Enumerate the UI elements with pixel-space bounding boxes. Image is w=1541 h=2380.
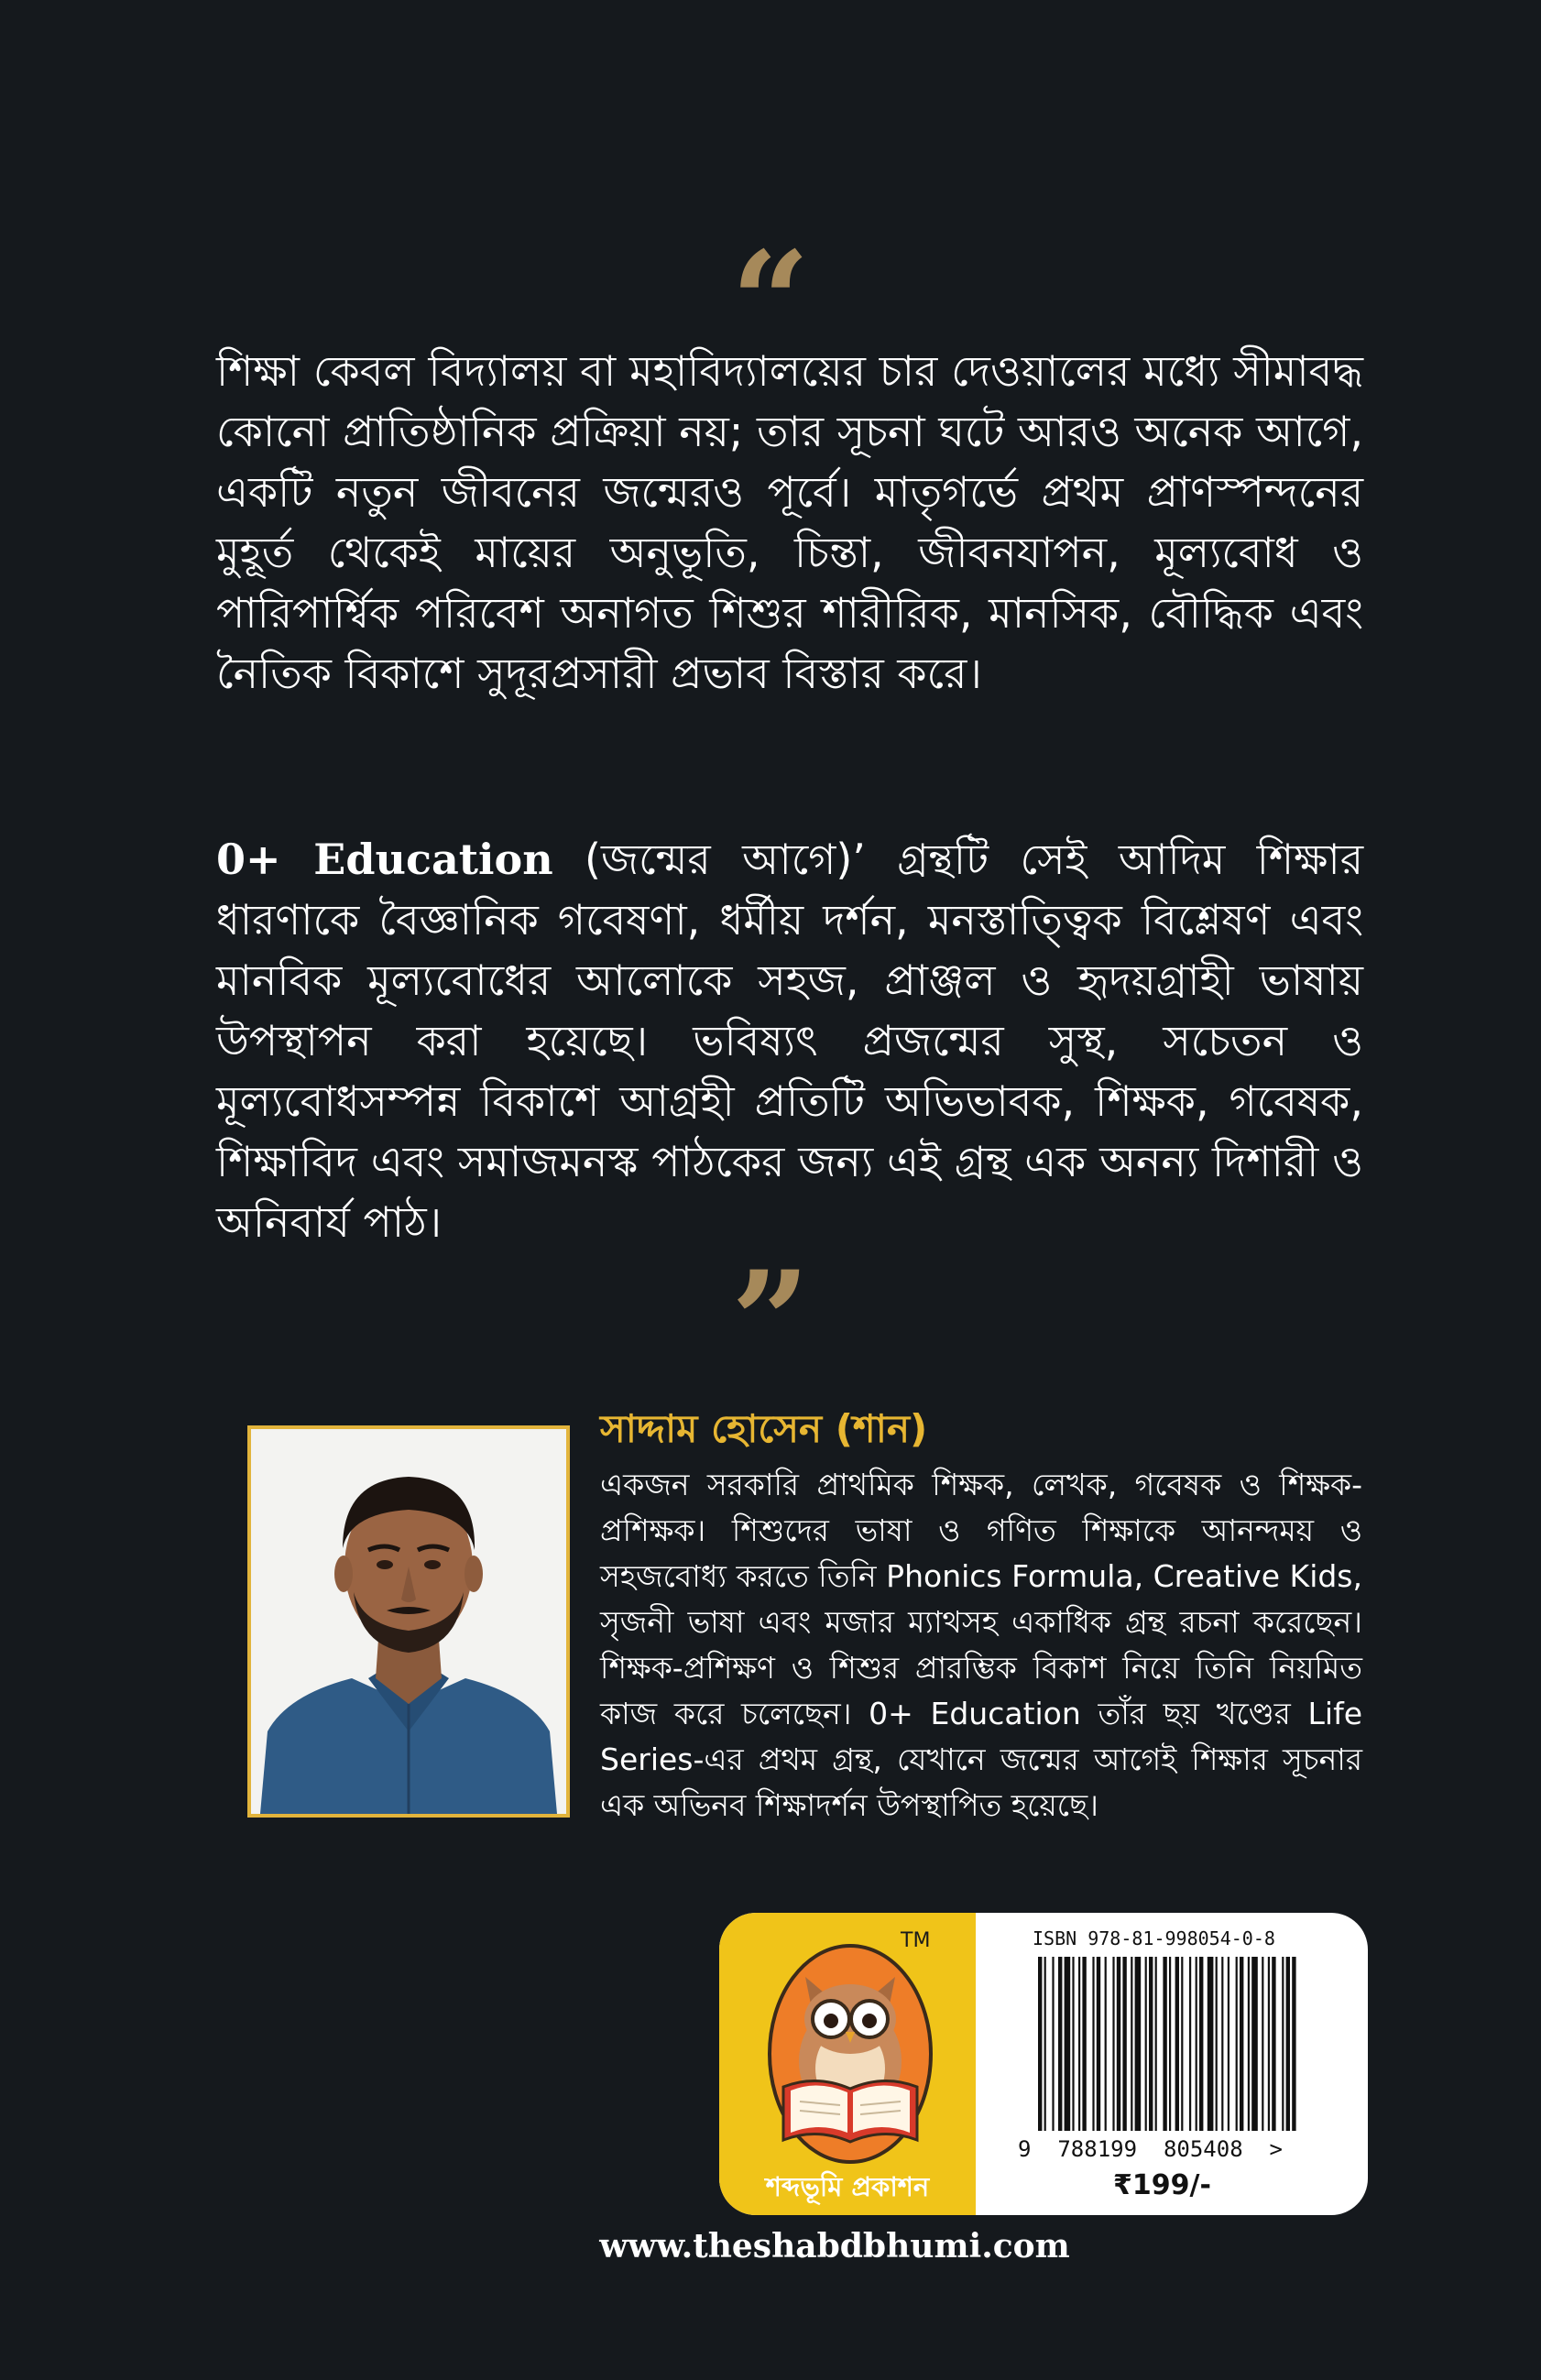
barcode-bar: [1272, 1957, 1275, 2131]
barcode-bar: [1216, 1957, 1218, 2131]
publisher-barcode-card: [719, 1913, 1368, 2215]
barcode-bar: [1282, 1957, 1284, 2131]
barcode-bar: [1199, 1957, 1203, 2131]
barcode-bar: [1135, 1957, 1142, 2131]
author-portrait-icon: [251, 1429, 566, 1814]
isbn-barcode: [1018, 1957, 1344, 2149]
trademark-mark: TM: [901, 1929, 931, 1952]
barcode-bar: [1112, 1957, 1114, 2131]
barcode-bar: [1175, 1957, 1179, 2131]
barcode-bar: [1240, 1957, 1243, 2131]
close-quote-icon: ”: [730, 1241, 811, 1403]
barcode-bar: [1262, 1957, 1263, 2131]
barcode-bar: [1236, 1957, 1238, 2131]
barcode-bar: [1131, 1957, 1132, 2131]
barcode-bar: [1221, 1957, 1223, 2131]
barcode-bar: [1065, 1957, 1071, 2131]
barcode-bar: [1122, 1957, 1126, 2131]
blurb-paragraph-1: শিক্ষা কেবল বিদ্যালয় বা মহাবিদ্যালয়ের চার দেওয়ালের মধ্যে সীমাবদ্ধ কোনো প্রাতিষ্ঠানিক প্রক্রিয়া নয়; তার সূচনা ঘটে আরও অনেক আগে, একটি নতুন জীবনের জন্মেরও পূর্বে। মাতৃগর্ভে প্রথম প্রাণস্পন্দনের মুহূর্ত থেকেই মায়ের অনুভূতি, চিন্তা, জীবনযাপন, মূল্যবোধ ও পারিপার্শ্বিক পরিবেশ অনাগত শিশুর শারীরিক, মানসিক, বৌদ্ধিক এবং নৈতিক বিকাশে সুদূরপ্রসারী প্রভাব বিস্তার করে।: [216, 346, 1363, 698]
barcode-bar: [1155, 1957, 1157, 2131]
barcode-bar: [1038, 1957, 1042, 2131]
author-name: সাদ্দাম হোসেন (শান): [600, 1406, 928, 1451]
publisher-website: www.theshabdbhumi.com: [599, 2227, 1070, 2265]
publisher-logo-panel: [719, 1913, 976, 2215]
owl-reading-book-icon: [763, 1940, 937, 2167]
barcode-bar: [1082, 1957, 1086, 2131]
barcode-bar: [1078, 1957, 1080, 2131]
barcode-bar: [1117, 1957, 1120, 2131]
barcode-bar: [1189, 1957, 1191, 2131]
barcode-bar: [1196, 1957, 1197, 2131]
barcode-bar: [1072, 1957, 1074, 2131]
barcode-bar: [1228, 1957, 1230, 2131]
barcode-bar: [1248, 1957, 1250, 2131]
barcode-bar: [1052, 1957, 1054, 2131]
barcode-bar: [1145, 1957, 1147, 2131]
barcode-bar: [1058, 1957, 1062, 2131]
barcode-bar: [1251, 1957, 1258, 2131]
barcode-bar: [1286, 1957, 1290, 2131]
author-photo: [247, 1425, 570, 1818]
isbn-text: ISBN 978-81-998054-0-8: [1033, 1927, 1275, 1949]
barcode-bar: [1097, 1957, 1100, 2131]
barcode-bar: [1292, 1957, 1295, 2131]
author-bio: একজন সরকারি প্রাথমিক শিক্ষক, লেখক, গবেষক ও শিক্ষক-প্রশিক্ষক। শিশুদের ভাষা ও গণিত শিক্ষাকে আনন্দময় ও সহজবোধ্য করতে তিনি Phonics Formula, Creative Kids, সৃজনী ভাষা এবং মজার ম্যাথসহ একাধিক গ্রন্থ রচনা করেছেন। শিক্ষক-প্রশিক্ষণ ও শিশুর প্রারম্ভিক বিকাশ নিয়ে তিনি নিয়মিত কাজ করে চলেছেন। 0+ Education তাঁর ছয় খণ্ডের Life Series-এর প্রথম গ্রন্থ, যেখানে জন্মের আগেই শিক্ষার সূচনার এক অভিনব শিক্ষাদর্শন উপস্থাপিত হয়েছে।: [600, 1467, 1362, 1823]
barcode-bar: [1181, 1957, 1183, 2131]
barcode-digits: 9 788199 805408 >: [1018, 2136, 1283, 2162]
blurb-paragraph-2: [216, 829, 1363, 1252]
barcode-bar: [1163, 1957, 1166, 2131]
open-quote-icon: “: [730, 222, 811, 383]
barcode-bar: [1092, 1957, 1094, 2131]
barcode-bar: [1105, 1957, 1107, 2131]
barcode-bar: [1169, 1957, 1171, 2131]
price-label: ₹199/-: [1113, 2169, 1211, 2201]
publisher-name: শব্দভূমি প্রকাশন: [765, 2171, 930, 2202]
barcode-bar: [1268, 1957, 1270, 2131]
book-title-inline: 0+ Education: [216, 835, 553, 884]
barcode-bar: [1044, 1957, 1046, 2131]
blurb-paragraph-2-text: (জন্মের আগে)’ গ্রন্থটি সেই আদিম শিক্ষার ধারণাকে বৈজ্ঞানিক গবেষণা, ধর্মীয় দর্শন, মনস্তাত্ত্বিক বিশ্লেষণ এবং মানবিক মূল্যবোধের আলোকে সহজ, প্রাঞ্জল ও হৃদয়গ্রাহী ভাষায় উপস্থাপন করা হয়েছে। ভবিষ্যৎ প্রজন্মের সুস্থ, সচেতন ও মূল্যবোধসম্পন্ন বিকাশে আগ্রহী প্রতিটি অভিভাবক, শিক্ষক, গবেষক, শিক্ষাবিদ এবং সমাজমনস্ক পাঠকের জন্য এই গ্রন্থ এক অনন্য দিশারী ও অনিবার্য পাঠ।: [216, 835, 1363, 1247]
barcode-bar: [1149, 1957, 1153, 2131]
barcode-bar: [1208, 1957, 1214, 2131]
